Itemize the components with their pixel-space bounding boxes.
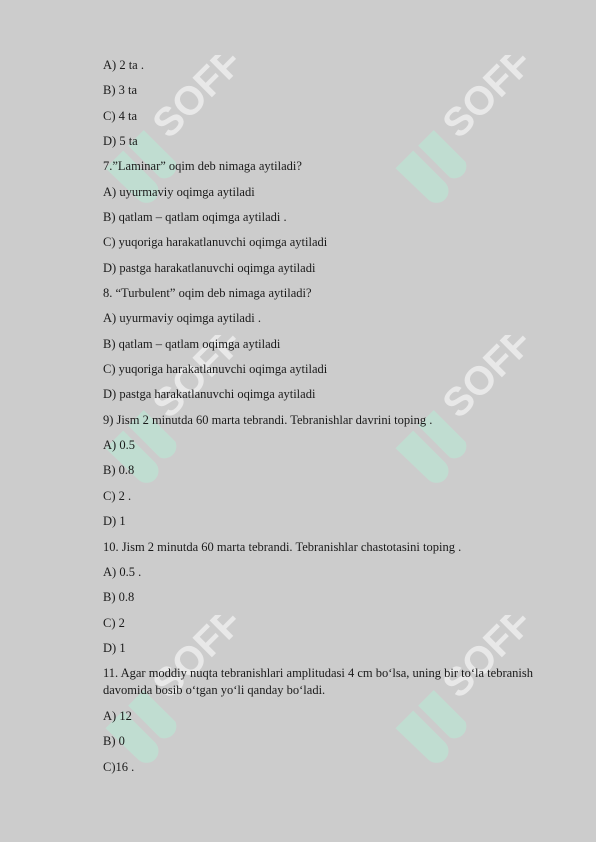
answer-option: C) yuqoriga harakatlanuvchi oqimga aytiladi [103, 362, 328, 376]
watermark-text: SOFF [144, 55, 240, 147]
watermark-text: SOFF [434, 335, 530, 427]
question-text: 9) Jism 2 minutda 60 marta tebrandi. Tebranishlar davrini toping . [103, 413, 433, 427]
answer-option: B) qatlam – qatlam oqimga aytiladi [103, 337, 281, 351]
question-text: 7.”Laminar” oqim deb nimaga aytiladi? [103, 159, 302, 173]
answer-option: C) 2 [103, 616, 125, 630]
answer-option: C) yuqoriga harakatlanuvchi oqimga aytiladi [103, 235, 328, 249]
answer-option: A) uyurmaviy oqimga aytiladi . [103, 311, 261, 325]
answer-option: A) 0.5 . [103, 565, 142, 579]
answer-option: C) 2 . [103, 489, 132, 503]
answer-option: B) 0.8 [103, 590, 135, 604]
answer-option: D) pastga harakatlanuvchi oqimga aytiladi [103, 387, 316, 401]
answer-option: A) 2 ta . [103, 58, 144, 72]
question-text: 8. “Turbulent” oqim deb nimaga aytiladi? [103, 286, 312, 300]
answer-option: B) 0 [103, 734, 125, 748]
answer-option: B) 3 ta [103, 83, 138, 97]
answer-option: A) 12 [103, 709, 132, 723]
answer-option: C)16 . [103, 760, 135, 774]
answer-option: C) 4 ta [103, 109, 138, 123]
question-text: 11. Agar moddiy nuqta tebranishlari amplitudasi 4 cm bo‘lsa, uning bir to‘la tebranish davomida bosib o‘tgan yo‘li qanday bo‘ladi. [103, 666, 534, 697]
answer-option: D) 5 ta [103, 134, 138, 148]
answer-option: A) 0.5 [103, 438, 135, 452]
answer-option: D) 1 [103, 514, 126, 528]
answer-option: B) 0.8 [103, 463, 135, 477]
watermark-text: SOFF [434, 55, 530, 147]
watermark-text: SOFF [144, 615, 240, 707]
question-text: 10. Jism 2 minutda 60 marta tebrandi. Tebranishlar chastotasini toping . [103, 540, 462, 554]
answer-option: B) qatlam – qatlam oqimga aytiladi . [103, 210, 287, 224]
answer-option: D) 1 [103, 641, 126, 655]
answer-option: A) uyurmaviy oqimga aytiladi [103, 185, 255, 199]
watermark-text: SOFF [434, 615, 530, 707]
watermark-text: SOFF [144, 335, 240, 427]
answer-option: D) pastga harakatlanuvchi oqimga aytiladi [103, 261, 316, 275]
